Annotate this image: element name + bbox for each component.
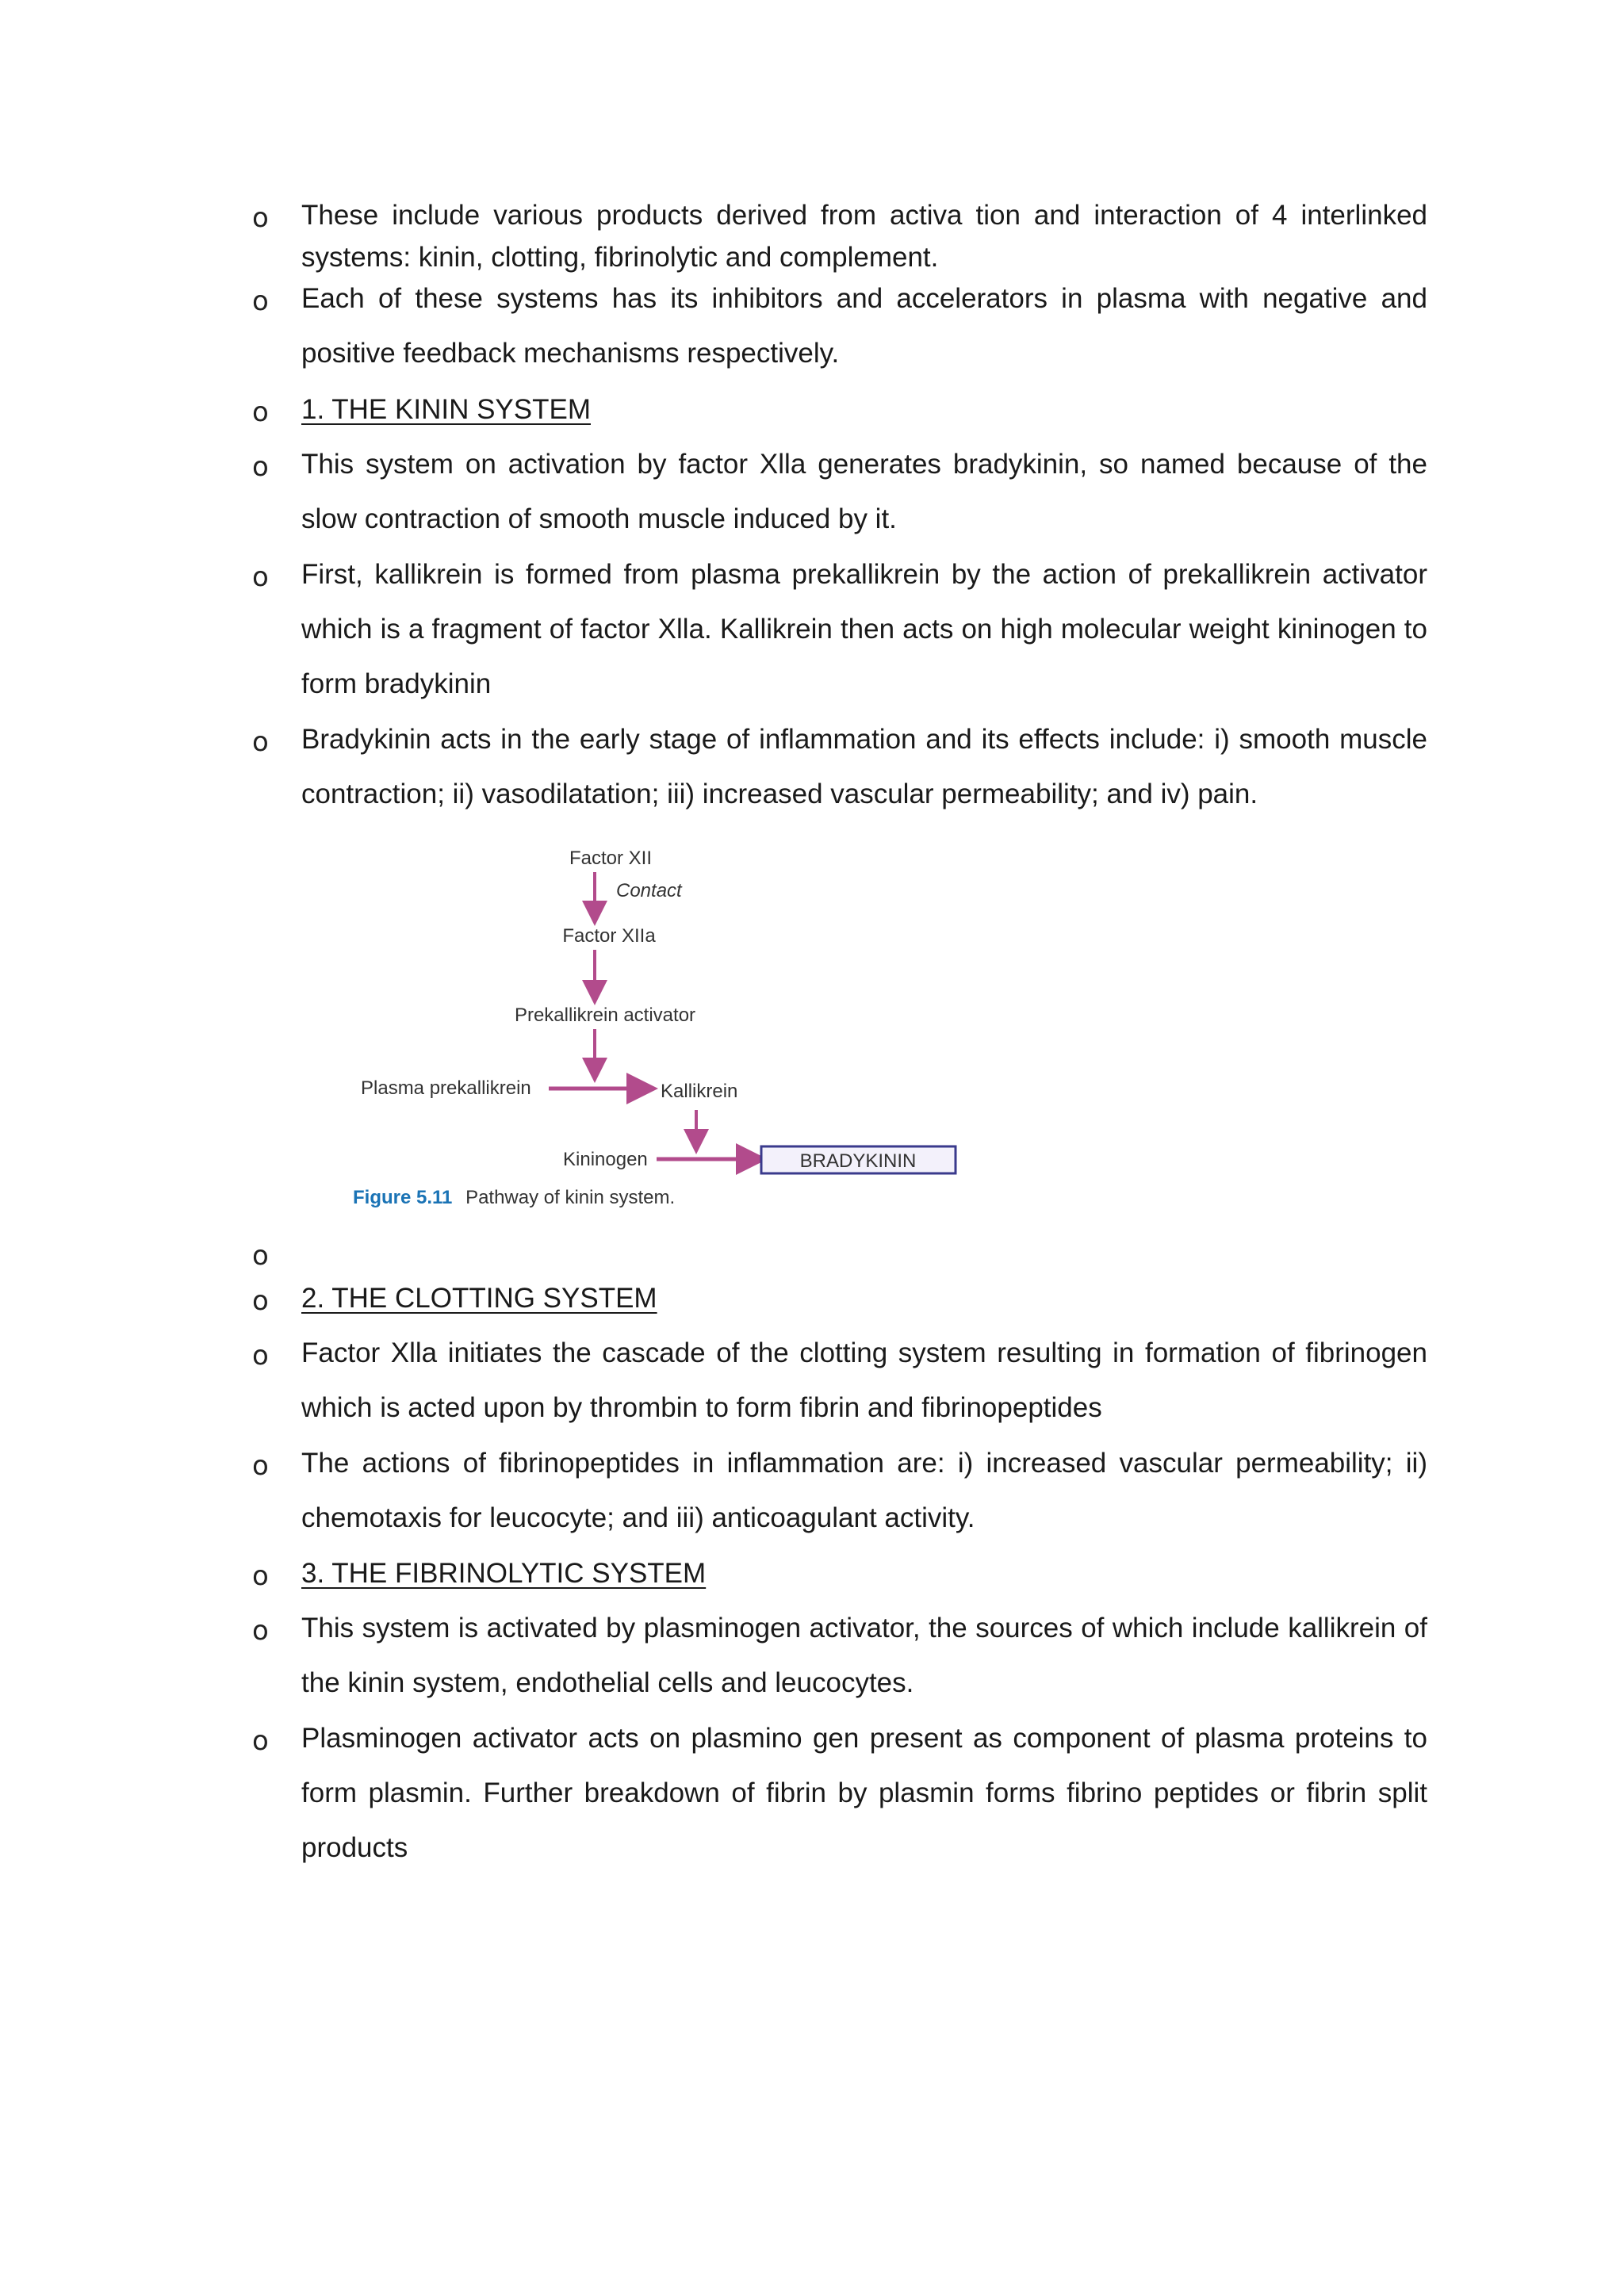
label-bradykinin: BRADYKININ <box>799 1150 917 1172</box>
figure-caption-text: Pathway of kinin system. <box>465 1187 676 1208</box>
label-contact: Contact <box>616 880 682 901</box>
label-plasma-prekallikrein: Plasma prekallikrein <box>361 1077 531 1099</box>
bullet-marker: o <box>252 1285 269 1317</box>
section-heading-clotting: 2. THE CLOTTING SYSTEM <box>301 1283 657 1314</box>
paragraph-kinin-2: First, kallikrein is formed from plasma prekallikrein by the action of prekallikrein activator which is a fragment of factor Xlla. Kallikrein then acts on high molecular weight kininogen to form bradykinin <box>301 559 1427 699</box>
paragraph-fibrinolytic-2: Plasminogen activator acts on plasmino gen present as component of plasma proteins to form plasmin. Further breakdown of fibrin by plasmin forms fibrino peptides or fibrin split products <box>301 1723 1427 1863</box>
bullet-marker: o <box>252 1450 269 1482</box>
kinin-pathway-figure <box>333 840 983 1221</box>
section-heading-fibrinolytic: 3. THE FIBRINOLYTIC SYSTEM <box>301 1558 707 1589</box>
bullet-marker: o <box>252 451 269 483</box>
bullet-marker: o <box>252 561 269 593</box>
label-kallikrein: Kallikrein <box>661 1081 738 1102</box>
paragraph-kinin-1: This system on activation by factor Xlla generates bradykinin, so named because of the slow contraction of smooth muscle induced by it. <box>301 449 1427 534</box>
label-factor-xiia: Factor XIIa <box>562 925 656 947</box>
bullet-marker: o <box>252 285 269 317</box>
label-prekallikrein-activator: Prekallikrein activator <box>514 1004 696 1026</box>
bullet-marker: o <box>252 1725 269 1757</box>
bullet-marker: o <box>252 202 269 234</box>
label-factor-xii: Factor XII <box>569 848 653 869</box>
bullet-marker: o <box>252 1340 269 1372</box>
bullet-marker: o <box>252 396 269 428</box>
paragraph-fibrinolytic-1: This system is activated by plasminogen activator, the sources of which include kallikrein of the kinin system, endothelial cells and leucocytes. <box>301 1613 1427 1698</box>
bullet-marker: o <box>252 1240 269 1272</box>
paragraph-clotting-1: Factor Xlla initiates the cascade of the clotting system resulting in formation of fibrinogen which is acted upon by thrombin to form fibrin and fibrinopeptides <box>301 1337 1427 1423</box>
bullet-marker: o <box>252 1615 269 1647</box>
paragraph-clotting-2: The actions of fibrinopeptides in inflammation are: i) increased vascular permeability; ii) chemotaxis for leucocyte; and iii) anticoagulant activity. <box>301 1448 1427 1533</box>
figure-caption <box>353 1187 675 1208</box>
bullet-marker: o <box>252 1560 269 1592</box>
section-heading-kinin: 1. THE KININ SYSTEM <box>301 394 591 425</box>
paragraph-kinin-3: Bradykinin acts in the early stage of inflammation and its effects include: i) smooth muscle contraction; ii) vasodilatation; iii) increased vascular permeability; and iv) pain. <box>301 724 1427 809</box>
paragraph-intro-2: Each of these systems has its inhibitors and accelerators in plasma with negative and positive feedback mechanisms respectively. <box>301 283 1427 369</box>
paragraph-intro-1: These include various products derived from activa tion and interaction of 4 interlinked systems: kinin, clotting, fibrinolytic and complement. <box>301 200 1427 273</box>
figure-caption-label: Figure 5.11 <box>353 1187 453 1208</box>
label-kininogen: Kininogen <box>563 1149 648 1170</box>
bullet-marker: o <box>252 726 269 758</box>
